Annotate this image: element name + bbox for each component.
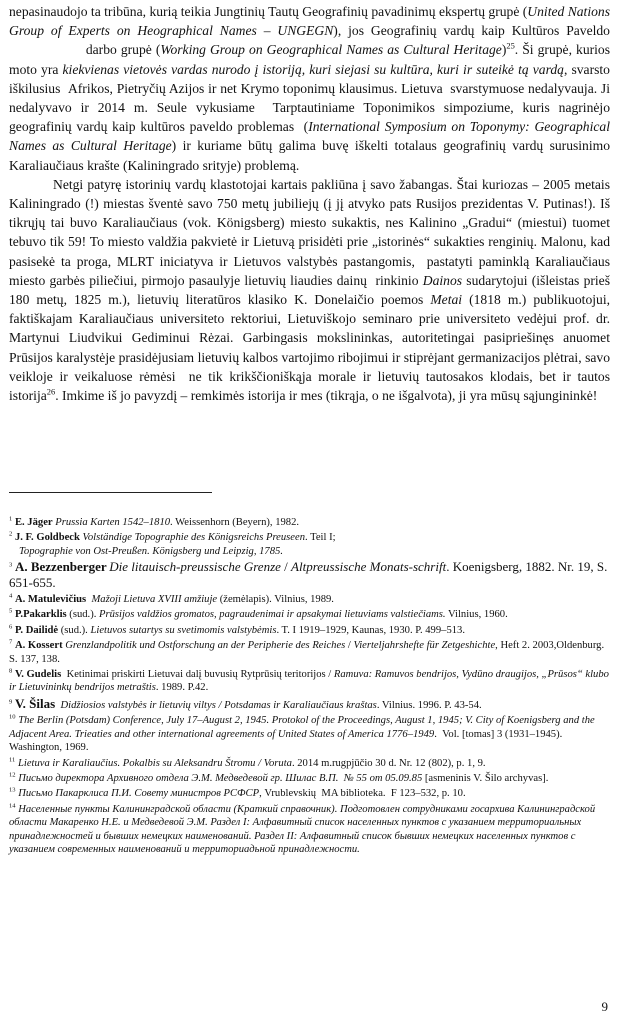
- footnote-text: Koenigsberg, 1882. Nr. 19, S. 651-655.: [9, 559, 608, 590]
- footnote-number: 12: [9, 771, 16, 779]
- italic-text: Dainos: [422, 272, 463, 288]
- footnote-title: Письмо директора Архивного отдела Э.М. Медведевой гр. Шилас В.П. № 55 от 05.09.85: [18, 772, 423, 784]
- footnote: [9, 757, 610, 770]
- footnote-number: 14: [9, 802, 16, 810]
- footnote-number: 6: [9, 623, 13, 631]
- italic-text: International Symposium on Toponymy: Geographical Names as Cultural Heritage: [9, 119, 610, 154]
- footnote-separator: [9, 492, 212, 493]
- text-run: . Ši grupė, kurios moto yra: [9, 42, 611, 77]
- main-text: [9, 2, 610, 405]
- footnote-title: Lietuva ir Karaliaučius. Pokalbis su Aleksandru Štromu / Voruta: [17, 757, 292, 769]
- footnote-text: . 1989. P.42.: [155, 682, 209, 694]
- footnote-text: (žemėlapis). Vilnius, 1989.: [217, 594, 334, 606]
- footnote-title: Topographie von Ost-Preußen. Königsberg und Leipzig, 1785.: [19, 545, 283, 557]
- footnote-author: V. Gudelis: [14, 669, 62, 681]
- footnote-text: Vilnius, 1960.: [445, 609, 508, 621]
- footnote-title: Письмо Пакарклиса П.И. Совету министров РСФСР: [18, 788, 260, 800]
- footnote-text: . Teil I;: [305, 532, 336, 544]
- footnote-author: P. Dailidė: [14, 624, 59, 636]
- body-paragraph: [9, 2, 610, 175]
- footnote-text: (sud.).: [66, 609, 100, 621]
- footnote: [9, 560, 610, 591]
- footnote-text: . Vol. [tomas] 3 (1931–1945). Washington, 1969.: [9, 728, 563, 754]
- footnote-title: Prussia Karten 1542–1810: [55, 517, 171, 528]
- italic-text: Metai: [430, 292, 463, 308]
- italic-text: Working Group on Geographical Names as Cultural Heritage: [160, 42, 502, 58]
- footnote-author: P.Pakarklis: [14, 609, 67, 621]
- body-paragraph: [9, 175, 610, 405]
- footnote-author: A. Matulevičius: [14, 594, 87, 606]
- footnote-text: . 2014 m.rugpjūčio 30 d. Nr. 12 (802), p. 1, 9.: [291, 757, 486, 769]
- footnote-text: , Vrublevskių MA biblioteka. F 123–532, p. 10.: [259, 788, 466, 800]
- footnote-number: 3: [9, 561, 13, 569]
- footnote-text: /: [345, 640, 354, 652]
- footnotes: [9, 516, 610, 858]
- footnote-number: 9: [9, 698, 13, 706]
- footnote-number: 8: [9, 667, 13, 675]
- footnote-text: .: [446, 559, 453, 575]
- footnote: [9, 787, 610, 800]
- footnote-title: Lietuvos sutartys su svetimomis valstybėmis: [90, 624, 277, 636]
- footnote-text: . Königsberg und Leipzig, 1785.: [147, 545, 283, 557]
- footnote-author: A. Bezzenberger: [14, 559, 107, 575]
- footnote-number: 7: [9, 638, 13, 646]
- footnote: [9, 714, 610, 754]
- footnote-text: , Heft 2. 2003,Oldenburg. S. 137, 138.: [9, 640, 605, 665]
- footnote-reference: 26: [46, 386, 56, 397]
- italic-text: kiekvienas vietovės vardas nurodo į istoriją, kuri siejasi su kultūra, kuri ir suteikė tą vardą: [62, 61, 564, 77]
- text-run: , svarsto iškilusius Afrikos, Pietryčių Azijos ir net Krymo toponimų klausimus. Lietuva svarstymuose nedalyvauja. Ji nedalyvavo ir 2014 m. Seule vykusiame Tarptautiniame Toponimikos simpoziume, kuris nagrinėjo geografinių vardų kaip kultūros paveldo problemas (: [9, 61, 610, 135]
- footnote: [9, 531, 610, 558]
- footnote-title: Volständige Topographie des Königsreichs Preuseen: [82, 532, 306, 544]
- footnote-text: (sud.).: [58, 624, 91, 636]
- footnote-number: 2: [9, 530, 13, 538]
- footnote-text: . Weissenhorn (Beyern), 1982.: [170, 517, 300, 528]
- footnote-author: J. F. Goldbeck: [14, 532, 80, 544]
- footnote-number: 13: [9, 786, 16, 794]
- page-number: 9: [601, 999, 608, 1014]
- footnote: [9, 624, 610, 637]
- footnote-number: 10: [9, 713, 16, 721]
- footnote-title: Населенные пункты Калининградской области (Краткий справочник). Подготовлен сотрудниками госархива Калининградской области Макаренко Н.Е. и Медведевой Э.М. Раздел I: Алфавитный список населенных пунктов с указанием территориальных принадлежностей и бывших немецких наименований. Раздел II: Алфавитный список бывших немецких населенных пунктов с указанием современных наименований и территориадьной принадлежности.: [9, 803, 596, 855]
- text-run: nepasinaudojo ta tribūna, kurią teikia Jungtinių Tautų Geografinių pavadinimų ekspertų grupė (: [9, 4, 528, 19]
- footnote: [9, 639, 610, 666]
- text-run: ), jos Geografinių vardų kaip Kultūros Paveldo darbo grupė (: [9, 23, 610, 58]
- footnote: [9, 803, 610, 857]
- text-run: ) ir kuriame būtų galima buvę iškelti totalaus geografinių vardų surusinimo Karaliaučiaus krašte (Kaliningrado srityje) problemą.: [9, 138, 611, 173]
- text-run: ): [501, 42, 507, 58]
- footnote-title: Ramuva: Ramuvos bendrijos, Vydūno draugijos, „Prūsos“ klubo ir Lietuvininkų bendrijos metraštis: [9, 669, 609, 694]
- footnote-text: Ketinimai priskirti Lietuvai dalį buvusių Rytprūsių teritorijos /: [61, 669, 334, 681]
- footnote-text: /: [280, 559, 292, 575]
- footnote-author: A. Kossert: [14, 640, 63, 652]
- text-run: . Imkime iš jo pavyzdį – remkimės istorija ir mes (tikrąja, o ne išgalvota), ji yra mūsų sąjungininkė!: [55, 388, 598, 404]
- footnote-author: V. Šilas: [14, 695, 56, 711]
- footnote-title: Vierteljahrshefte für Zetgeshichte: [353, 640, 496, 652]
- footnote-text: [asmeninis V. Šilo archyvas].: [422, 772, 549, 784]
- footnote-title: Didžiosios valstybės ir lietuvių viltys / Potsdamas ir Karaliaučiaus kraštas: [60, 699, 377, 711]
- footnote-title: Die litauisch-preussische Grenze: [109, 559, 281, 575]
- footnote: [9, 697, 610, 712]
- text-run: sudarytojui (išleistas prieš 180 metų, 1825 m.), lietuvių literatūros klasiko K. Donelaičio poemos: [9, 272, 611, 308]
- footnote-reference: 25: [506, 40, 515, 51]
- footnote: [9, 772, 610, 785]
- text-run: Netgi patyrę istorinių vardų klastotojai kartais pakliūna į savo žabangas. Štai kuriozas – 2005 metais Kaliningrado (!) miestas šventė savo 750 metų jubiliejų (į jį atvyko pats Rusijos prezidentas V. Putinas!). Iš tikrųjų tai buvo Karaliaučiaus (vok. Königsberg) miesto sukaktis, nes Kalinino „Gradui“ (miestui) tuomet tebuvo tik 59! To miesto valdžia pakvietė ir Lietuvą prisidėti prie „istorinės“ sukakties renginių. Malonu, kad pasisekė ta proga, MLRT iniciatyva ir Lietuvos valstybės pastangomis, pastatyti paminklą Karaliaučiaus miesto garbės piliečiui, pirmojo pasaulyje lietuvių liaudies dainų rinkinio: [9, 176, 610, 288]
- italic-text: United Nations Group of Experts on Heographical Names – UNGEGN: [9, 4, 610, 39]
- footnote: [9, 516, 610, 529]
- footnote-text: . Vilnius. 1996. P. 43-54.: [376, 699, 482, 711]
- footnote-title: Mažoji Lietuva XVIII amžiuje: [91, 594, 218, 606]
- footnote-title: Prūsijos valdžios gromatos, pagraudenimai ir apsakymai lietuviams valstiečiams.: [99, 609, 446, 621]
- footnote: [9, 593, 610, 606]
- footnote-author: E. Jäger: [14, 517, 53, 528]
- footnote: [9, 668, 610, 695]
- footnote-number: 1: [9, 515, 13, 523]
- text-run: (1818 m.) publikuotojui, faktiškajam Karaliaučiaus universiteto rektoriui, Lietuviškojo seminaro prie universiteto vedėjui prof. dr. Martynui Liudvikui Gediminui Rėzai. Garbingasis mokslininkas, autoritetingai pasipriešinęs anuomet Prūsijos karalystėje prasidėjusiam lietuvių kalbos vartojimo ribojimui ir stiprėjant germanizacijos plėtrai, savo veikloje ir veikaluose rėmėsi ne tik krikščioniškąja morale ir lietuvių tautosakos klodais, bet ir tautos istorija: [9, 292, 610, 404]
- footnote-text: . T. I 1919–1929, Kaunas, 1930. P. 499–513.: [276, 624, 465, 636]
- footnote-title: The Berlin (Potsdam) Conference, July 17–August 2, 1945. Protokol of the Proceedings, August 1, 1945; V. City of Koenigsberg and the Adjacent Area. Trieaties and other international agreements of United States of America 1776–1949: [9, 715, 595, 740]
- footnote-number: 4: [9, 592, 13, 600]
- footnote-number: 5: [9, 607, 13, 615]
- footnote-title: Grenzlandpolitik und Ostforschung an der Peripherie des Reiches: [65, 640, 346, 652]
- footnote: [9, 608, 610, 621]
- footnote-title: Altpreussische Monats-schrift: [291, 559, 447, 575]
- footnote-number: 11: [9, 755, 16, 763]
